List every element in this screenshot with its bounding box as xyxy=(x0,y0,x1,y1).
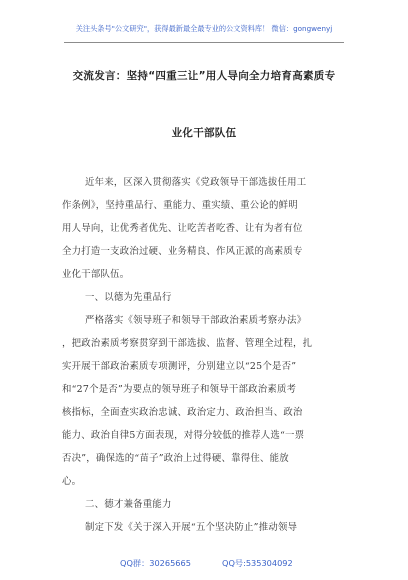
body-line: 否决”，确保选的“苗子”政治上过得硬、靠得住、能放 xyxy=(62,453,289,464)
body-line: ，把政治素质考察贯穿到干部选拔、监督、管理全过程，扎 xyxy=(62,338,313,349)
header-divider xyxy=(64,42,344,43)
body-line: 近年来，区深入贯彻落实《党政领导干部选拔任用工 xyxy=(85,177,307,188)
body-line: 全力打造一支政治过硬、业务精良、作风正派的高素质专 xyxy=(62,246,303,257)
body-line: 严格落实《领导班子和领导干部政治素质考察办法》 xyxy=(85,315,307,326)
body-line: 制定下发《关于深入开展“五个坚决防止”推动领导 xyxy=(85,522,298,533)
body-line: 核指标，全面查实政治忠诚、政治定力、政治担当、政治 xyxy=(62,407,303,418)
body-line: 心。 xyxy=(62,476,82,487)
footer-qq-number: QQ号:535304092 xyxy=(222,558,293,568)
body-line: 和“27个是否”为要点的领导班子和领导干部政治素质考 xyxy=(62,384,297,395)
body-line: 作条例》，坚持重品行、重能力、重实绩、重公论的鲜明 xyxy=(62,200,298,211)
body-line: 能力、政治自律5方面表现，对得分较低的推荐人选“一票 xyxy=(62,430,305,441)
header-banner: 关注头条号"公文研究"，获得最新最全最专业的公文资料库！ 微信：gongwenyj xyxy=(75,24,333,33)
footer-qq-group: QQ群：30265665 xyxy=(120,558,191,568)
section-heading: 二、德才兼备重能力 xyxy=(85,499,172,510)
document-title-line-2: 业化干部队伍 xyxy=(171,127,237,139)
body-line: 用人导向，让优秀者优先、让吃苦者吃香、让有为者有位 xyxy=(62,223,303,234)
body-line: 业化干部队伍。 xyxy=(62,269,130,280)
body-line: 实开展干部政治素质专项测评，分别建立以“25个是否” xyxy=(62,361,297,372)
section-heading: 一、以德为先重品行 xyxy=(85,292,172,303)
document-title-line-1: 交流发言：坚持“四重三让”用人导向全力培育高素质专 xyxy=(72,70,336,82)
